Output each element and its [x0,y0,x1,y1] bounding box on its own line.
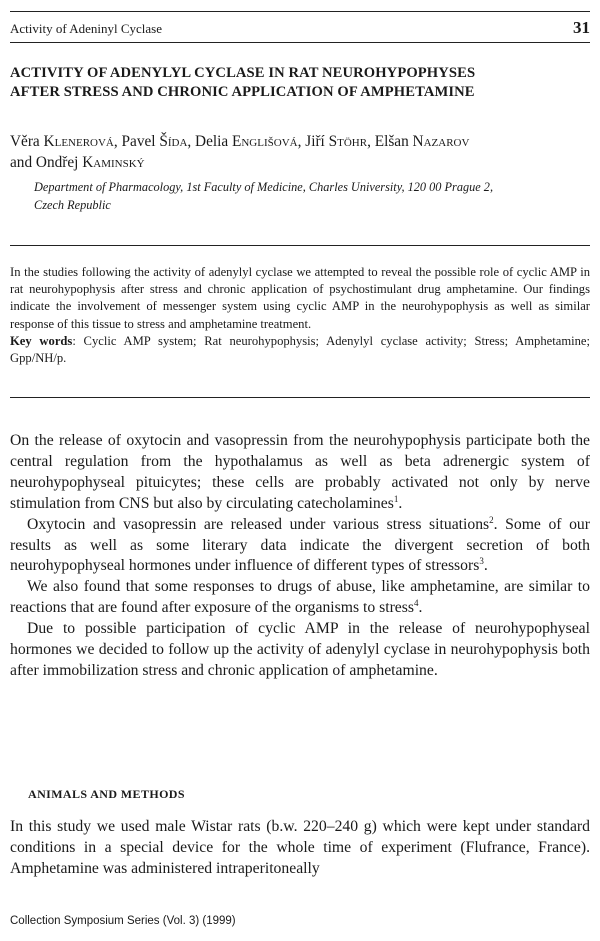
abstract-top-rule [10,245,590,246]
paragraph-text: We also found that some responses to drugs of abuse, like amphetamine, are similar to reactions that are found after exposure of the organisms to stress [10,578,590,617]
running-head: Activity of Adeninyl Cyclase [10,21,163,36]
citation: 1 [393,493,399,504]
author-first-name: and Ondřej [10,154,83,171]
author-first-name: Věra [10,133,44,150]
keywords-list: : Cyclic AMP system; Rat neurohypophysis; Adenylyl cyclase activity; Stress; Amphetamine; Gpp/NH/p. [10,333,590,366]
paragraph [10,431,590,515]
author-first-name: , Delia [187,133,233,150]
paragraph-text: . [483,557,488,575]
paragraph: In this study we used male Wistar rats (b.w. 220–240 g) which were kept under standard conditions in a special device for the whole time of experiment (Flufrance, France). Amphetamine was administered intraperitoneally [10,818,590,877]
citation: 2 [489,514,494,525]
paragraph: Due to possible participation of cyclic AMP in the release of neurohypophyseal hormones we decided to follow up the activity of adenylyl cyclase in neurohypophysis both after immobilization stress and chronic application of amphetamine. [10,620,590,679]
title-line-1: ACTIVITY OF ADENYLYL CYCLASE IN RAT NEUROHYPOPHYSES [10,65,476,81]
paragraph-text: . [398,494,403,512]
paragraph-text: . Some of our results as well as some literary data indicate the divergent secretion of both neurohypophyseal hormones under influence of different types of stressors [10,515,590,575]
authors-line-1 [10,131,590,152]
affiliation-line-1: Department of Pharmacology, 1st Faculty of Medicine, Charles University, 120 00 Prague 2, [34,180,494,194]
affiliation-line-2: Czech Republic [34,198,111,212]
page-header [10,18,590,40]
citation: 3 [479,556,484,567]
author-surname: Englišová [232,133,298,150]
title-line-2: AFTER STRESS AND CHRONIC APPLICATION OF AMPHETAMINE [10,84,475,100]
header-rule [10,42,590,43]
author-first-name: , Pavel [113,133,160,150]
top-rule [10,11,590,12]
author-first-name: , Jiří [297,133,329,150]
author-surname: Šída [159,133,188,150]
abstract-bottom-rule [10,397,590,398]
author-surname: Nazarov [412,133,470,150]
keywords-label: Key words [10,333,73,348]
author-first-name: , Elšan [367,133,413,150]
paragraph [10,577,590,619]
introduction [10,431,590,682]
page-footer: Collection Symposium Series (Vol. 3) (1999) [10,915,236,927]
abstract-text: In the studies following the activity of adenylyl cyclase we attempted to reveal the possible role of cyclic AMP in rat neurohypophysis after stress and chronic application of psychostimulant drug amphetamine. Our findings indicate the involvement of messenger system using cyclic AMP in the neurohypophysis as well as similar response of this tissue to stress and amphetamine treatment. [10,265,590,331]
affiliation [34,178,554,214]
keywords [10,333,590,367]
article-title [10,64,590,102]
authors-line-2 [10,152,590,173]
abstract [10,264,590,367]
paragraph-text: On the release of oxytocin and vasopressin from the neurohypophysis participate both the central regulation from the hypothalamus as well as beta adrenergic system of neurohypophyseal pituicytes; these cells are probably activated not only by nerve stimulation from CNS but also by circulating catecholamines [10,432,590,512]
paragraph-text: Oxytocin and vasopressin are released under various stress situations [27,515,490,533]
author-surname: Klenerová [43,133,114,150]
section-heading: ANIMALS AND METHODS [28,787,185,801]
author-list [10,131,590,173]
page-number: 31 [573,18,590,37]
author-surname: Kaminský [82,154,145,171]
paragraph [10,515,590,578]
author-surname: Stöhr [328,133,368,150]
paragraph-text: . [418,599,423,617]
citation: 4 [413,598,419,609]
methods-section [10,817,590,880]
